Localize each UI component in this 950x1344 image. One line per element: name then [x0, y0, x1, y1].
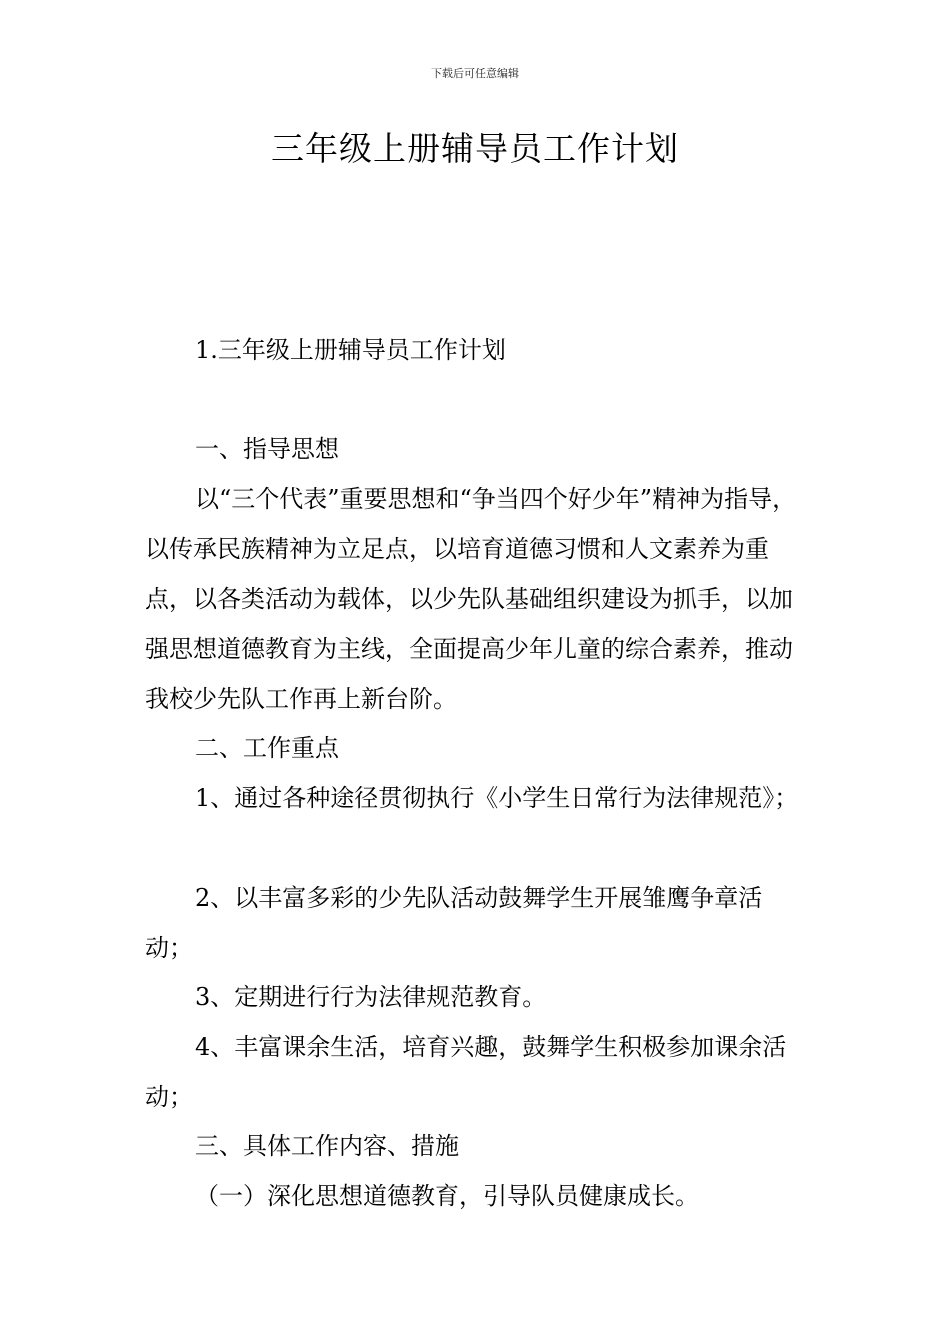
section-heading-work-focus: 二、工作重点 — [195, 734, 339, 762]
section-heading-guiding-ideology: 一、指导思想 — [195, 435, 339, 463]
section-heading-measures: 三、具体工作内容、措施 — [195, 1132, 459, 1160]
document-subtitle: 1.三年级上册辅导员工作计划 — [195, 336, 506, 364]
list-item-work-focus-2: 2、以丰富多彩的少先队活动鼓舞学生开展雏鹰争章活动； — [145, 884, 763, 962]
list-item-work-focus-1: 1、通过各种途径贯彻执行《小学生日常行为法律规范》； — [195, 784, 799, 812]
document-title: 三年级上册辅导员工作计划 — [271, 129, 679, 168]
paragraph-guiding-ideology: 以“三个代表”重要思想和“争当四个好少年”精神为指导，以传承民族精神为立足点，以培育道德习惯和人文素养为重点，以各类活动为载体，以少先队基础组织建设为抓手，以加强思想道德教育为主线，全面提高少年儿童的综合素养，推动我校少先队工作再上新台阶。 — [145, 485, 797, 713]
list-item-work-focus-3: 3、定期进行行为法律规范教育。 — [195, 983, 547, 1011]
header-note: 下载后可任意编辑 — [431, 67, 519, 80]
list-item-work-focus-4: 4、丰富课余生活，培育兴趣，鼓舞学生积极参加课余活动； — [145, 1033, 787, 1111]
subsection-heading-moral-education: （一）深化思想道德教育，引导队员健康成长。 — [195, 1182, 699, 1210]
